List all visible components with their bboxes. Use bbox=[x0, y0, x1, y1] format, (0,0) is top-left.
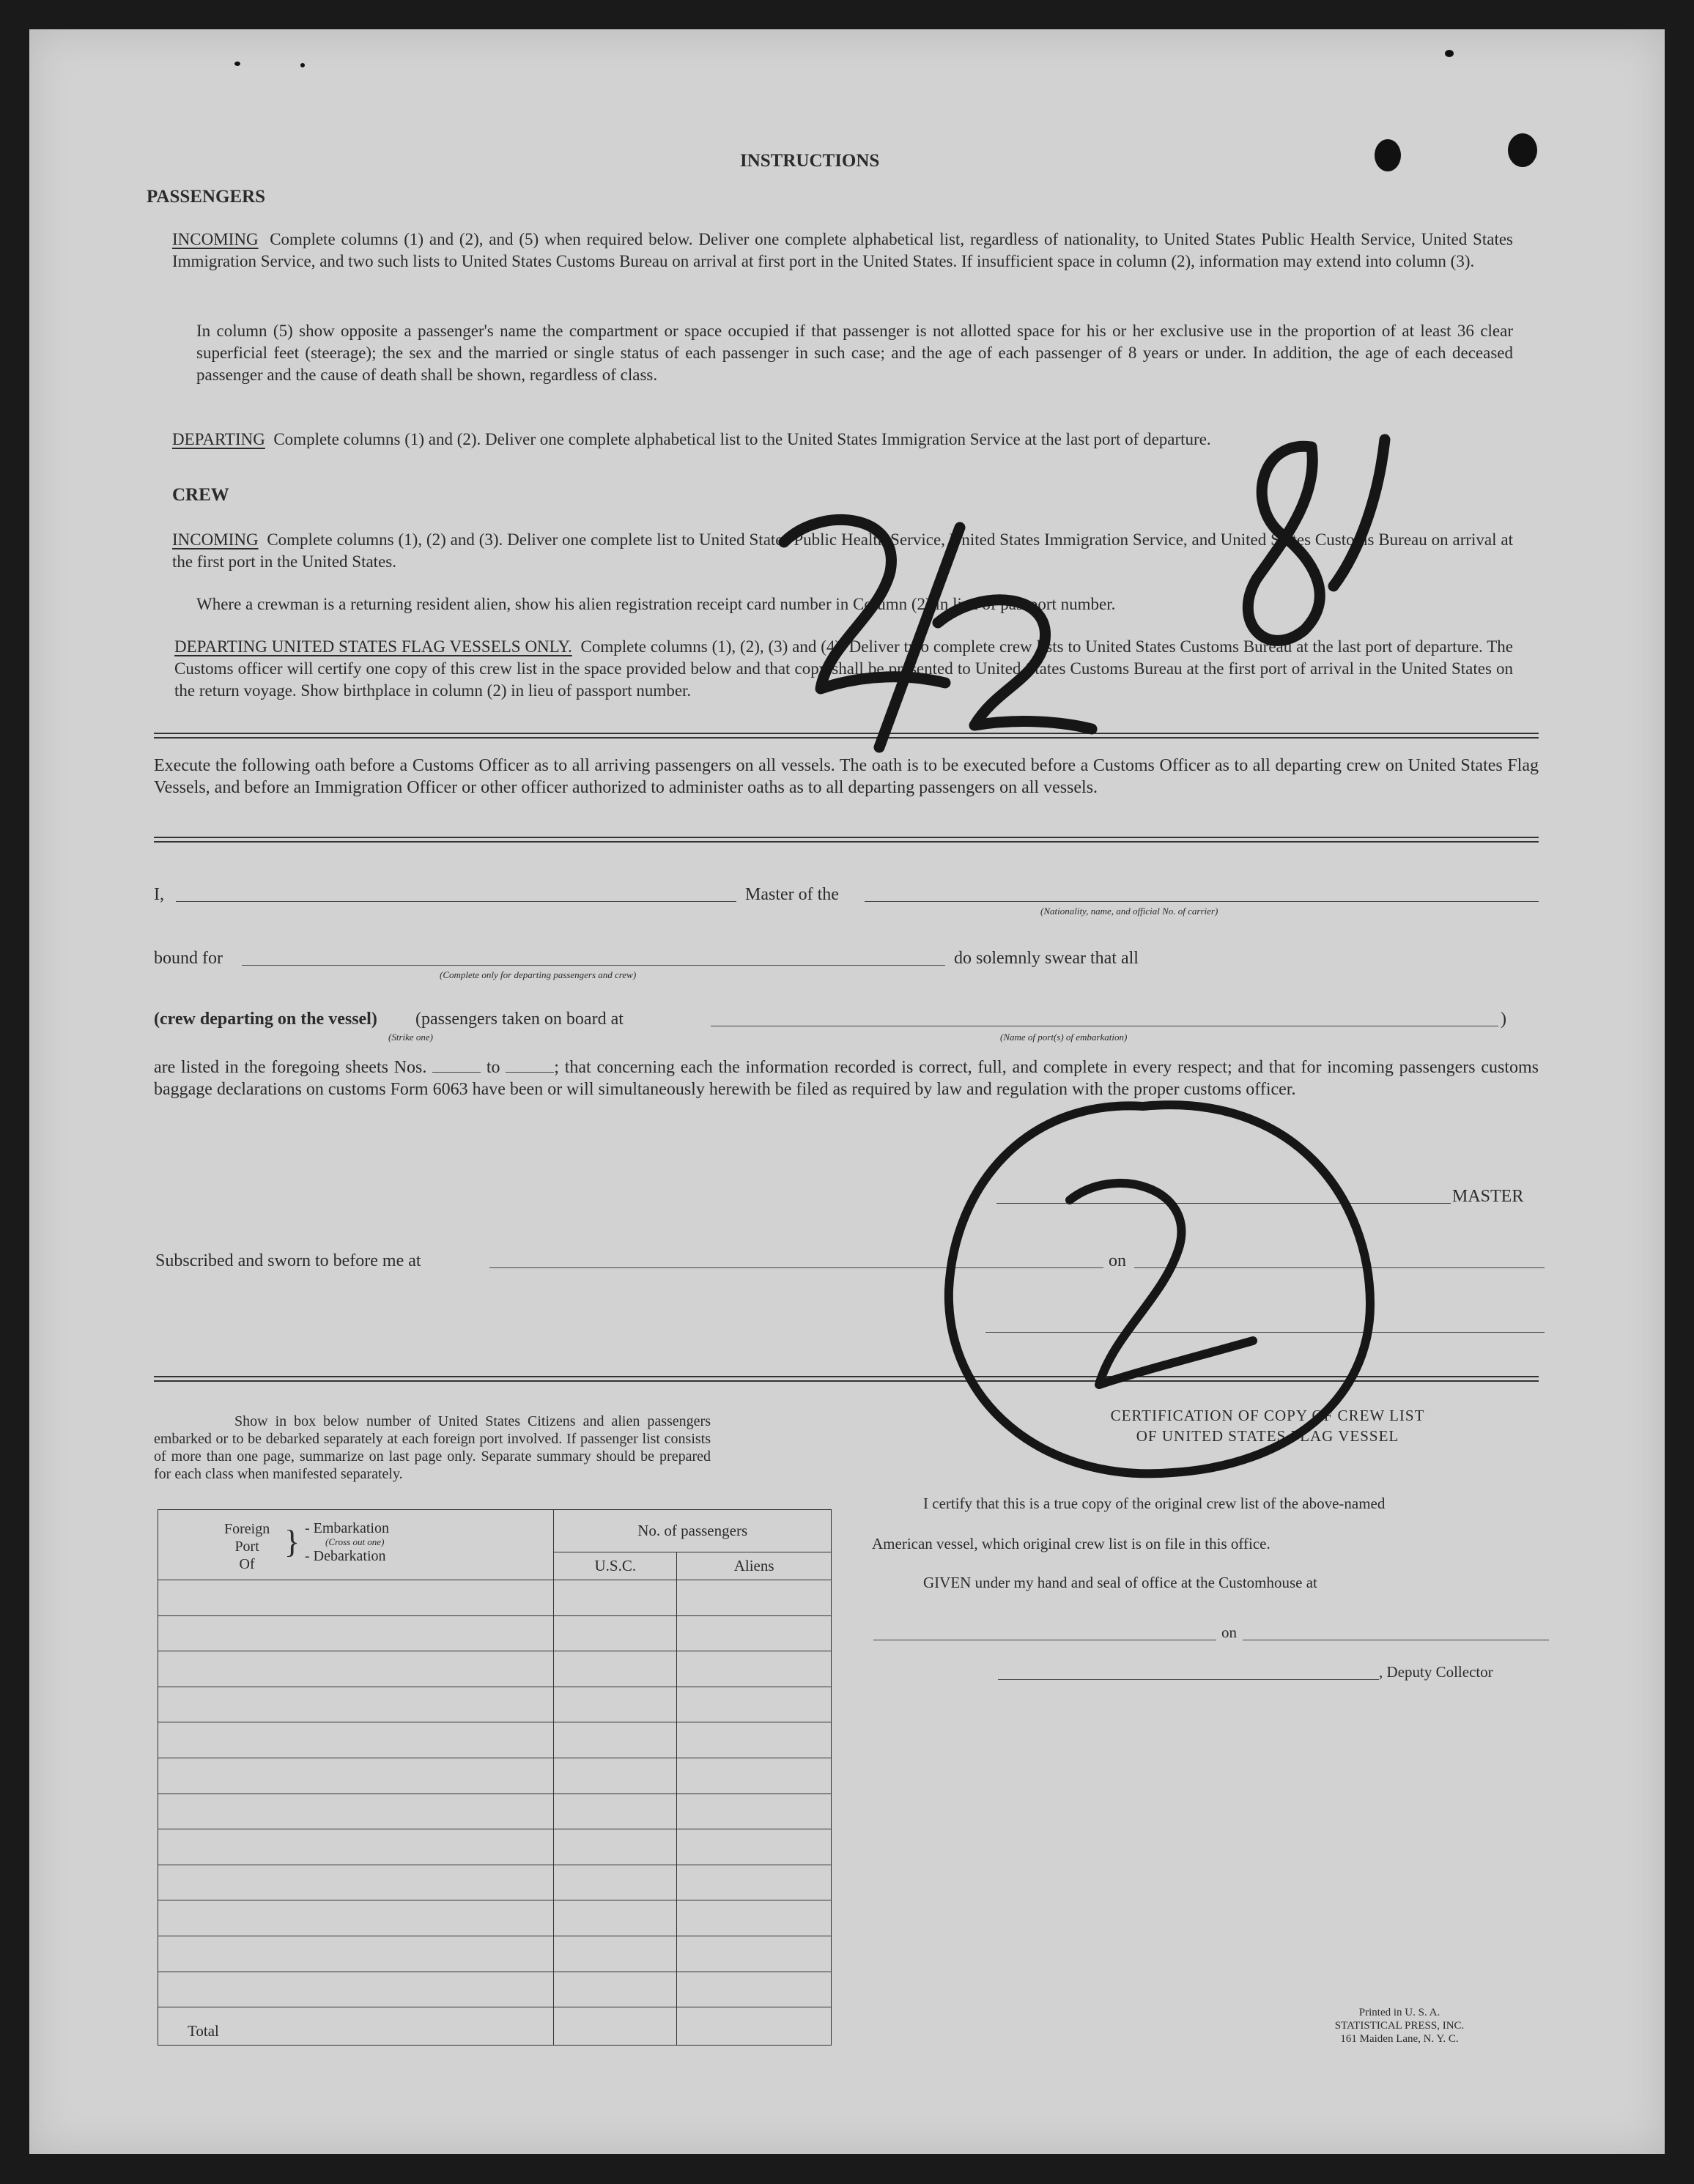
passengers-column5-block bbox=[196, 320, 1513, 386]
divider-rule bbox=[154, 841, 1539, 843]
master-label: MASTER bbox=[1452, 1187, 1524, 1206]
on-label: on bbox=[1109, 1251, 1126, 1270]
port-cell[interactable] bbox=[158, 1972, 554, 2007]
usc-cell[interactable] bbox=[554, 1651, 677, 1687]
divider-rule bbox=[154, 737, 1539, 739]
ink-speck bbox=[1445, 50, 1454, 57]
aliens-cell[interactable] bbox=[677, 1687, 832, 1722]
crew-heading: CREW bbox=[172, 485, 229, 505]
passengers-incoming-label: INCOMING bbox=[172, 230, 259, 248]
port-label: Port bbox=[234, 1539, 259, 1555]
port-cell[interactable] bbox=[158, 1722, 554, 1758]
carrier-field[interactable] bbox=[865, 901, 1539, 902]
passengers-taken-option[interactable]: (passengers taken on board at bbox=[415, 1010, 624, 1029]
table-row bbox=[158, 1615, 832, 1651]
aliens-cell[interactable] bbox=[677, 1972, 832, 2007]
ports-caption: (Name of port(s) of embarkation) bbox=[1000, 1032, 1128, 1043]
statement-text: ; that concerning each the information recorded is correct, full, and complete in every respect; and that for incoming passengers customs baggage declarations on customs Form 6063 have been or will simultaneously herewith be filed as required by law and regulation with the proper customs officer. bbox=[154, 1058, 1539, 1099]
divider-rule bbox=[154, 1380, 1539, 1382]
usc-cell[interactable] bbox=[554, 1865, 677, 1900]
crew-departing-label: DEPARTING UNITED STATES FLAG VESSELS ONLY. bbox=[174, 637, 572, 656]
aliens-header: Aliens bbox=[677, 1552, 832, 1580]
usc-cell[interactable] bbox=[554, 1687, 677, 1722]
certification-on-label: on bbox=[1221, 1624, 1237, 1641]
aliens-cell[interactable] bbox=[677, 1936, 832, 1972]
certification-title bbox=[982, 1405, 1553, 1446]
total-label: Total bbox=[158, 2007, 554, 2046]
subscribed-label: Subscribed and sworn to before me at bbox=[155, 1251, 421, 1270]
ink-blot bbox=[1508, 133, 1537, 167]
deputy-collector-label: , Deputy Collector bbox=[1379, 1663, 1493, 1681]
bound-for-label: bound for bbox=[154, 949, 223, 968]
port-cell[interactable] bbox=[158, 1936, 554, 1972]
foreign-port-header bbox=[158, 1510, 554, 1580]
oath-intro-text: Execute the following oath before a Customs Officer as to all arriving passengers on all vessels. The oath is to be executed before a Customs Officer as to all departing crew on United States Flag Vessels, and before an Immigration Officer or other officer authorized to administer oaths as to all departing passengers on all vessels. bbox=[154, 756, 1539, 797]
bound-for-field[interactable] bbox=[242, 965, 945, 966]
certification-line3: GIVEN under my hand and seal of office at the Customhouse at bbox=[923, 1574, 1317, 1591]
sheet-from-field[interactable] bbox=[432, 1072, 481, 1073]
master-of-the-label: Master of the bbox=[745, 885, 839, 904]
usc-cell[interactable] bbox=[554, 1615, 677, 1651]
total-usc-cell[interactable] bbox=[554, 2007, 677, 2046]
document-page bbox=[29, 29, 1665, 2154]
imprint-line2: STATISTICAL PRESS, INC. bbox=[1334, 2020, 1465, 2032]
oath-intro-block bbox=[154, 755, 1539, 799]
port-cell[interactable] bbox=[158, 1615, 554, 1651]
table-row bbox=[158, 1936, 832, 1972]
usc-cell[interactable] bbox=[554, 1829, 677, 1865]
aliens-cell[interactable] bbox=[677, 1865, 832, 1900]
passengers-departing-text: Complete columns (1) and (2). Deliver one complete alphabetical list to the United States Immigration Service at the last port of departure. bbox=[273, 430, 1211, 448]
port-cell[interactable] bbox=[158, 1829, 554, 1865]
close-paren: ) bbox=[1501, 1010, 1506, 1029]
certification-title-line1: CERTIFICATION OF COPY OF CREW LIST bbox=[1110, 1407, 1425, 1424]
cross-out-caption: (Cross out one) bbox=[325, 1536, 385, 1547]
strike-one-caption: (Strike one) bbox=[388, 1032, 434, 1043]
divider-rule bbox=[154, 733, 1539, 734]
passengers-departing-label: DEPARTING bbox=[172, 430, 265, 448]
aliens-cell[interactable] bbox=[677, 1758, 832, 1794]
table-row bbox=[158, 1722, 832, 1758]
brace-icon: } bbox=[284, 1524, 300, 1560]
foreign-label: Foreign bbox=[224, 1521, 270, 1537]
aliens-cell[interactable] bbox=[677, 1651, 832, 1687]
passenger-summary-table bbox=[158, 1509, 832, 2046]
bound-for-caption: (Complete only for departing passengers and crew) bbox=[440, 969, 637, 980]
aliens-cell[interactable] bbox=[677, 1900, 832, 1936]
imprint-line1: Printed in U. S. A. bbox=[1358, 2007, 1440, 2018]
usc-cell[interactable] bbox=[554, 1758, 677, 1794]
passengers-incoming-text: Complete columns (1) and (2), and (5) when required below. Deliver one complete alphabetical list, regardless of nationality, to United States Public Health Service, United States Immigration Service, and two such lists to United States Customs Bureau on arrival at first port in the United States. If insufficient space in column (2), information may extend into column (3). bbox=[172, 230, 1513, 270]
summary-note-text: Show in box below number of United States Citizens and alien passengers embarked or to be debarked separately at each foreign port involved. If passenger list consists of more than one page, summarize on last page only. Separate summary should be prepared for each class when manifested separately. bbox=[154, 1413, 711, 1482]
of-label: Of bbox=[239, 1556, 255, 1572]
carrier-caption: (Nationality, name, and official No. of carrier) bbox=[1040, 906, 1218, 917]
crew-incoming-block bbox=[172, 529, 1513, 573]
crew-departing-text: Complete columns (1), (2), (3) and (4). Deliver two complete crew lists to United States Customs Bureau at the last port of departure. The Customs officer will certify one copy of this crew list in the space provided below and that copy shall be presented to United States Customs Bureau at the first port of arrival in the United States on the return voyage. Show birthplace in column (2) in lieu of passport number. bbox=[174, 637, 1514, 700]
listed-block bbox=[154, 1056, 1539, 1100]
crew-incoming-label: INCOMING bbox=[172, 530, 259, 549]
instructions-heading: INSTRUCTIONS bbox=[740, 151, 880, 171]
crew-resident-block bbox=[196, 593, 1513, 615]
port-cell[interactable] bbox=[158, 1580, 554, 1616]
usc-cell[interactable] bbox=[554, 1900, 677, 1936]
port-cell[interactable] bbox=[158, 1794, 554, 1829]
crew-resident-text: Where a crewman is a returning resident alien, show his alien registration receipt card number in Column (2) in lieu of passport number. bbox=[196, 595, 1116, 613]
deputy-signature-field[interactable] bbox=[998, 1679, 1379, 1680]
master-signature-field[interactable] bbox=[996, 1203, 1451, 1204]
crew-incoming-text: Complete columns (1), (2) and (3). Deliver one complete list to United States Public Health Service, United States Immigration Service, and United States Customs Bureau on arrival at the first port in the United States. bbox=[172, 530, 1514, 571]
crew-departing-block bbox=[174, 636, 1513, 702]
to-text: to bbox=[486, 1058, 500, 1077]
table-row bbox=[158, 1972, 832, 2007]
i-label: I, bbox=[154, 885, 164, 904]
aliens-cell[interactable] bbox=[677, 1580, 832, 1616]
table-row bbox=[158, 1900, 832, 1936]
sworn-at-field[interactable] bbox=[489, 1267, 1103, 1268]
imprint-line3: 161 Maiden Lane, N. Y. C. bbox=[1340, 2033, 1459, 2045]
certification-line1: I certify that this is a true copy of the original crew list of the above-named bbox=[923, 1495, 1386, 1512]
summary-note-block bbox=[154, 1413, 711, 1483]
table-row bbox=[158, 1794, 832, 1829]
port-cell[interactable] bbox=[158, 1687, 554, 1722]
sheet-to-field[interactable] bbox=[506, 1072, 554, 1073]
embarkation-option[interactable]: - Embarkation bbox=[305, 1520, 389, 1536]
aliens-cell[interactable] bbox=[677, 1829, 832, 1865]
swear-text: do solemnly swear that all bbox=[954, 949, 1139, 968]
ink-blot bbox=[1375, 139, 1401, 171]
debarkation-option[interactable]: - Debarkation bbox=[305, 1548, 386, 1564]
aliens-cell[interactable] bbox=[677, 1794, 832, 1829]
officer-signature-field[interactable] bbox=[985, 1332, 1545, 1333]
usc-cell[interactable] bbox=[554, 1972, 677, 2007]
table-row bbox=[158, 1580, 832, 1616]
divider-rule bbox=[154, 1376, 1539, 1377]
table-row bbox=[158, 1758, 832, 1794]
printer-imprint bbox=[1290, 2006, 1509, 2046]
table-row bbox=[158, 1865, 832, 1900]
ink-speck bbox=[300, 63, 305, 67]
passengers-column5-text: In column (5) show opposite a passenger's name the compartment or space occupied if that passenger is not allotted space for his or her exclusive use in the proportion of at least 36 clear superficial feet (steerage); the sex and the married or single status of each passenger in such case; and the age of each passenger of 8 years or under. In addition, the age of each deceased passenger and the cause of death shall be shown, regardless of class. bbox=[196, 322, 1513, 384]
certification-line2: American vessel, which original crew list is on file in this office. bbox=[872, 1535, 1270, 1552]
port-cell[interactable] bbox=[158, 1651, 554, 1687]
table-row bbox=[158, 1651, 832, 1687]
listed-in-text: are listed in the foregoing sheets Nos. bbox=[154, 1058, 427, 1077]
table-row bbox=[158, 1829, 832, 1865]
passengers-departing-block bbox=[172, 429, 1513, 451]
master-name-field[interactable] bbox=[176, 901, 736, 902]
usc-cell[interactable] bbox=[554, 1794, 677, 1829]
no-of-passengers-header: No. of passengers bbox=[554, 1510, 832, 1552]
port-cell[interactable] bbox=[158, 1865, 554, 1900]
sworn-date-field[interactable] bbox=[1134, 1267, 1545, 1268]
passengers-incoming-block bbox=[172, 229, 1513, 273]
port-cell[interactable] bbox=[158, 1758, 554, 1794]
crew-departing-option[interactable]: (crew departing on the vessel) bbox=[154, 1010, 377, 1029]
divider-rule bbox=[154, 837, 1539, 838]
usc-cell[interactable] bbox=[554, 1580, 677, 1616]
ink-speck bbox=[234, 62, 240, 66]
aliens-cell[interactable] bbox=[677, 1722, 832, 1758]
table-row bbox=[158, 1687, 832, 1722]
usc-cell[interactable] bbox=[554, 1936, 677, 1972]
certification-title-line2: OF UNITED STATES FLAG VESSEL bbox=[1136, 1427, 1399, 1445]
passengers-heading: PASSENGERS bbox=[147, 187, 266, 207]
usc-header: U.S.C. bbox=[554, 1552, 677, 1580]
usc-cell[interactable] bbox=[554, 1722, 677, 1758]
aliens-cell[interactable] bbox=[677, 1615, 832, 1651]
port-cell[interactable] bbox=[158, 1900, 554, 1936]
total-aliens-cell[interactable] bbox=[677, 2007, 832, 2046]
